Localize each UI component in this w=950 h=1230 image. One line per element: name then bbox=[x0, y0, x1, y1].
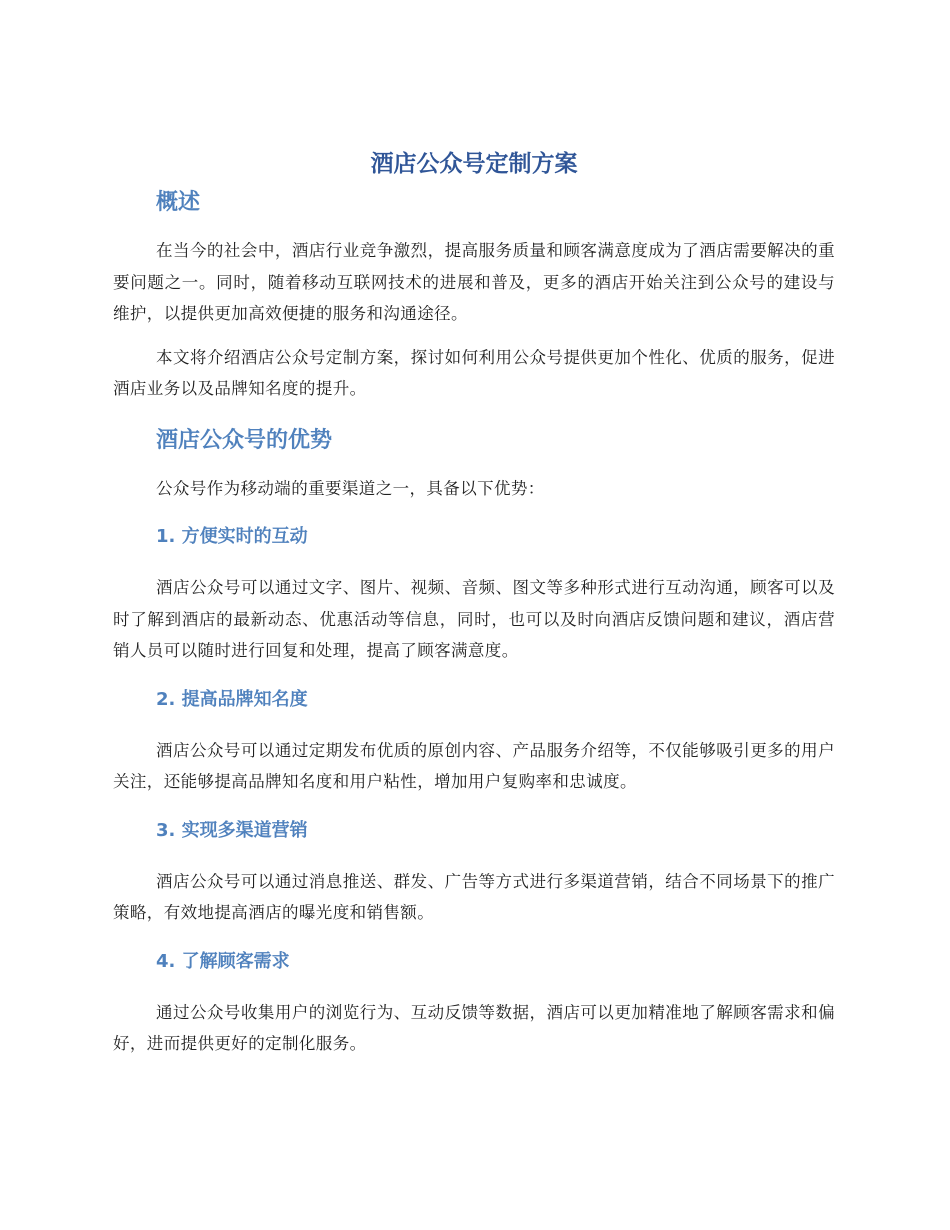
document-title: 酒店公众号定制方案 bbox=[370, 151, 578, 177]
advantage-paragraph: 酒店公众号可以通过消息推送、群发、广告等方式进行多渠道营销，结合不同场景下的推广策略，有效地提高酒店的曝光度和销售额。 bbox=[113, 871, 835, 922]
advantage-paragraph: 酒店公众号可以通过定期发布优质的原创内容、产品服务介绍等，不仅能够吸引更多的用户关注，还能够提高品牌知名度和用户粘性，增加用户复购率和忠诚度。 bbox=[113, 740, 835, 791]
overview-paragraph: 在当今的社会中，酒店行业竞争激烈，提高服务质量和顾客满意度成为了酒店需要解决的重要问题之一。同时，随着移动互联网技术的进展和普及，更多的酒店开始关注到公众号的建设与维护，以提供更加高效便捷的服务和沟通途径。 bbox=[113, 241, 835, 323]
subheading-multichannel-marketing: 3. 实现多渠道营销 bbox=[156, 819, 308, 841]
subheading-brand-awareness: 2. 提高品牌知名度 bbox=[156, 688, 308, 710]
document-body bbox=[113, 145, 835, 1078]
subheading-realtime-interaction: 1. 方便实时的互动 bbox=[156, 526, 308, 547]
advantage-paragraph: 酒店公众号可以通过文字、图片、视频、音频、图文等多种形式进行互动沟通，顾客可以及时了解到酒店的最新动态、优惠活动等信息，同时，也可以及时向酒店反馈问题和建议，酒店营销人员可以随时进行回复和处理，提高了顾客满意度。 bbox=[113, 578, 835, 660]
advantage-paragraph: 通过公众号收集用户的浏览行为、互动反馈等数据，酒店可以更加精准地了解顾客需求和偏好，进而提供更好的定制化服务。 bbox=[113, 1002, 835, 1053]
section-heading-overview: 概述 bbox=[156, 190, 201, 215]
overview-paragraph: 本文将介绍酒店公众号定制方案，探讨如何利用公众号提供更加个性化、优质的服务，促进酒店业务以及品牌知名度的提升。 bbox=[113, 347, 835, 398]
advantages-intro: 公众号作为移动端的重要渠道之一，具备以下优势： bbox=[156, 478, 545, 498]
section-heading-advantages: 酒店公众号的优势 bbox=[156, 427, 333, 453]
subheading-customer-needs: 4. 了解顾客需求 bbox=[156, 950, 290, 972]
